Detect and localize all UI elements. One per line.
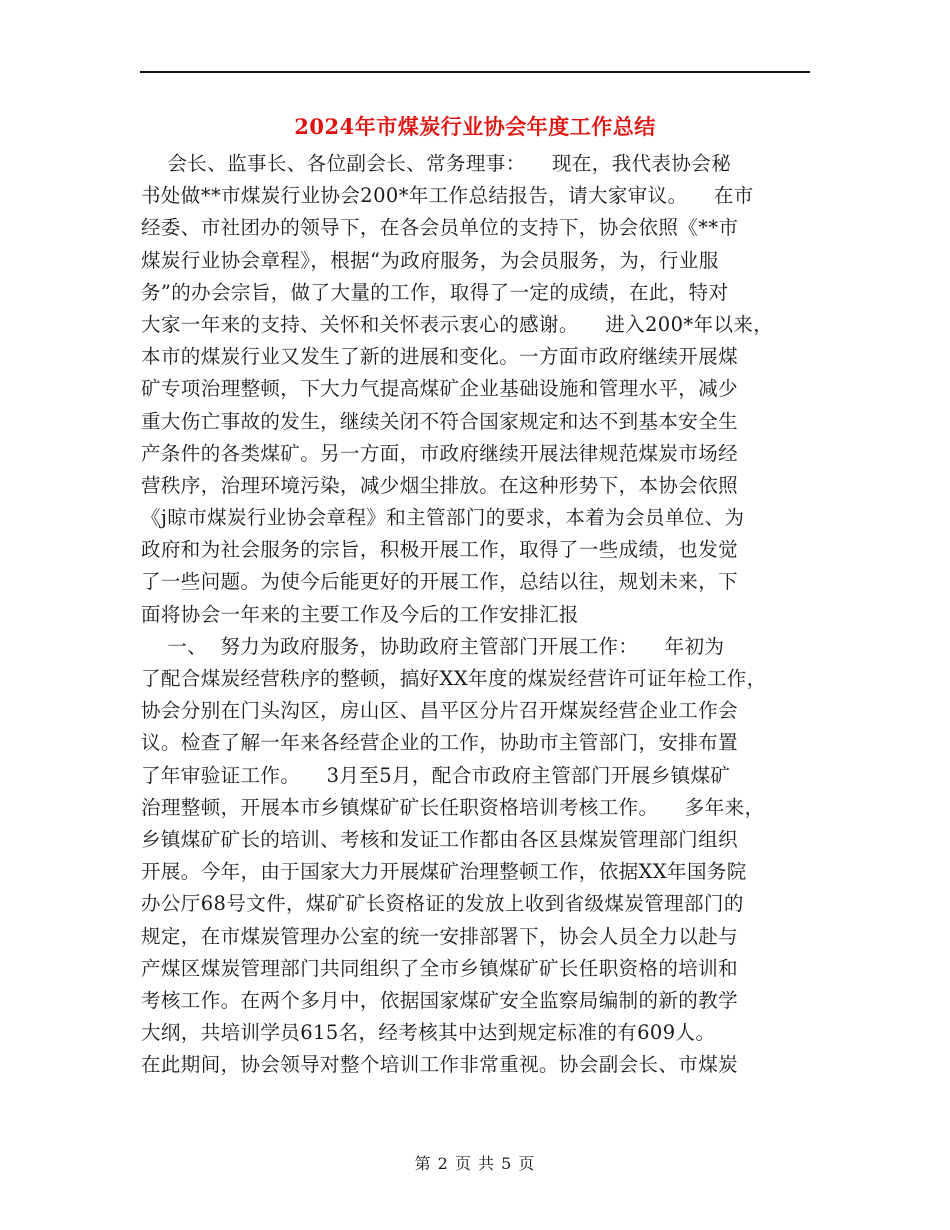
- body-line: 大家一年来的支持、关怀和关怀表示衷心的感谢。 进入200*年以来，: [141, 312, 774, 336]
- body-line: 书处做**市煤炭行业协会200*年工作总结报告，请大家审议。 在市: [141, 184, 754, 208]
- document-body: [141, 148, 813, 1081]
- body-line: 了年审验证工作。 3月至5月，配合市政府主管部门开展乡镇煤矿: [141, 763, 731, 787]
- body-line: 考核工作。在两个多月中，依据国家煤矿安全监察局编制的新的教学: [141, 988, 739, 1012]
- body-line: 经委、市社团办的领导下，在各会员单位的支持下，协会依照《**市: [141, 216, 739, 240]
- body-line: 产煤区煤炭管理部门共同组织了全市乡镇煤矿矿长任职资格的培训和: [141, 956, 739, 980]
- body-line: 办公厅68号文件，煤矿矿长资格证的发放上收到省级煤炭管理部门的: [141, 892, 744, 916]
- body-line: 本市的煤炭行业又发生了新的进展和变化。一方面市政府继续开展煤: [141, 345, 739, 369]
- body-line: 在此期间，协会领导对整个培训工作非常重视。协会副会长、市煤炭: [141, 1053, 739, 1077]
- body-line: 面将协会一年来的主要工作及今后的工作安排汇报: [141, 602, 579, 626]
- body-line: 规定，在市煤炭管理办公室的统一安排部署下，协会人员全力以赴与: [141, 924, 739, 948]
- body-line: 议。检查了解一年来各经营企业的工作，协助市主管部门，安排布置: [141, 731, 739, 755]
- body-line: 煤炭行业协会章程》，根据“为政府服务，为会员服务，为，行业服: [141, 248, 719, 272]
- body-line: 产条件的各类煤矿。另一方面，市政府继续开展法律规范煤炭市场经: [141, 441, 739, 465]
- document-title: 2024年市煤炭行业协会年度工作总结: [294, 114, 656, 139]
- body-line: 了配合煤炭经营秩序的整顿，搞好XX年度的煤炭经营许可证年检工作，: [141, 667, 767, 690]
- header-rule: [140, 71, 810, 73]
- body-line: 开展。今年，由于国家大力开展煤矿治理整顿工作，依据XX年国务院: [141, 860, 747, 884]
- body-line: 乡镇煤矿矿长的培训、考核和发证工作都由各区县煤炭管理部门组织: [141, 827, 739, 851]
- body-line: 《j晾市煤炭行业协会章程》和主管部门的要求，本着为会员单位、为: [141, 506, 745, 530]
- body-line: 一、 努力为政府服务，协助政府主管部门开展工作： 年初为: [141, 634, 725, 658]
- body-line: 营秩序，治理环境污染，减少烟尘排放。在这种形势下，本协会依照: [141, 473, 739, 497]
- body-line: 协会分别在门头沟区，房山区、昌平区分片召开煤炭经营企业工作会: [141, 699, 739, 723]
- body-line: 会长、监事长、各位副会长、常务理事： 现在，我代表协会秘: [141, 152, 732, 175]
- body-line: 治理整顿，开展本市乡镇煤矿矿长任职资格培训考核工作。 多年来，: [141, 795, 765, 819]
- body-line: 务”的办会宗旨，做了大量的工作，取得了一定的成绩，在此，特对: [141, 280, 729, 304]
- body-line: 政府和为社会服务的宗旨，积极开展工作，取得了一些成绩，也发觉: [141, 538, 739, 562]
- page-number: 第 2 页 共 5 页: [414, 1154, 536, 1173]
- body-line: 了一些问题。为使今后能更好的开展工作，总结以往，规划未来，下: [141, 570, 739, 594]
- body-line: 大纲，共培训学员615名，经考核其中达到规定标准的有609人。: [141, 1021, 716, 1045]
- body-line: 重大伤亡事故的发生，继续关闭不符合国家规定和达不到基本安全生: [141, 409, 739, 433]
- body-line: 矿专项治理整顿，下大力气提高煤矿企业基础设施和管理水平，减少: [141, 377, 739, 401]
